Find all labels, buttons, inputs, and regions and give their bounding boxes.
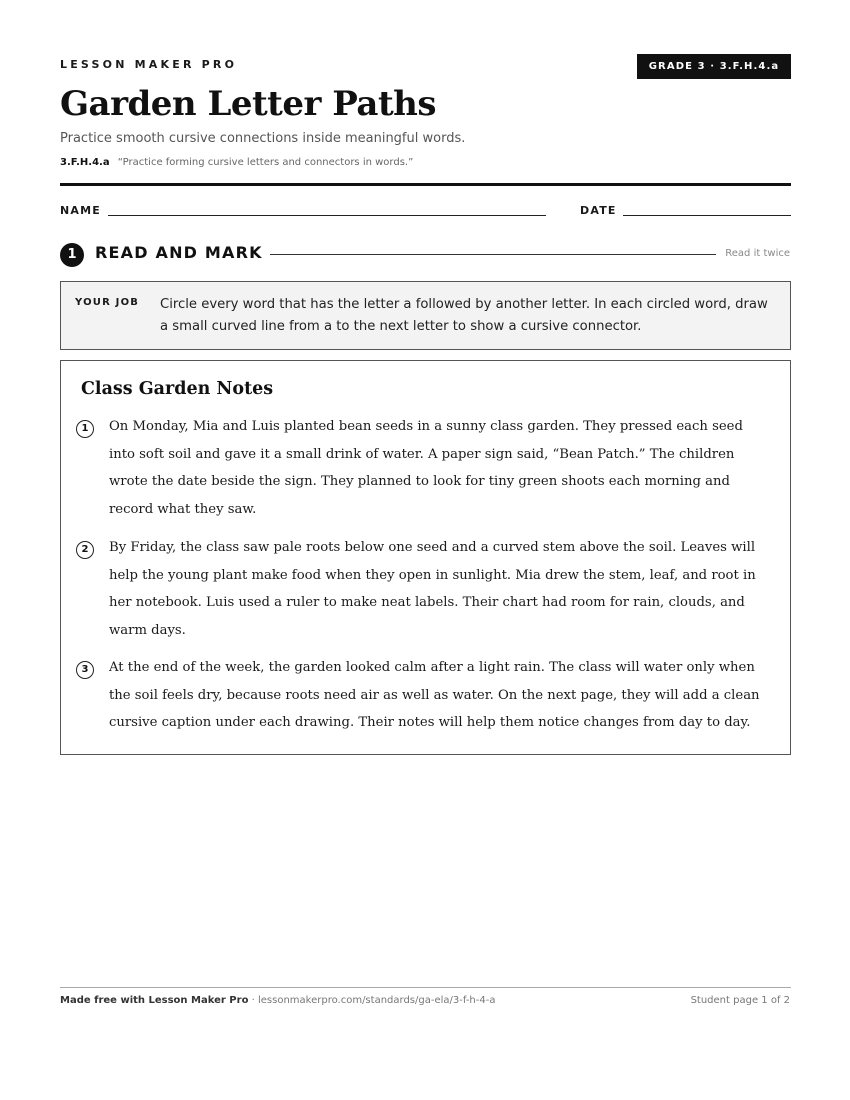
reading-passage	[60, 360, 791, 755]
passage-title: Class Garden Notes	[81, 379, 274, 399]
footer-credit	[60, 995, 495, 1006]
paragraph-number: 3	[76, 661, 94, 679]
date-label: DATE	[580, 204, 617, 217]
brand-name: LESSON MAKER PRO	[60, 58, 238, 71]
page-subtitle: Practice smooth cursive connections inside meaningful words.	[60, 131, 466, 146]
footer-page-number: Student page 1 of 2	[690, 995, 790, 1006]
name-field[interactable]	[108, 215, 546, 216]
page-title: Garden Letter Paths	[60, 84, 437, 124]
standard-reference	[60, 157, 413, 168]
instructions-box	[60, 281, 791, 350]
section-title: READ AND MARK	[95, 243, 263, 262]
instructions-text: Circle every word that has the letter a followed by another letter. In each circled word, draw a small curved line from a to the next letter to show a cursive connector.	[160, 297, 768, 334]
section-number-badge: 1	[60, 243, 84, 267]
paragraph-text[interactable]: At the end of the week, the garden looked calm after a light rain. The class will water only when the soil feels dry, because roots need air as well as water. On the next page, they will add a clean cursive caption under each drawing. Their notes will help them notice changes from day to day.	[109, 660, 760, 730]
grade-badge: GRADE 3 · 3.F.H.4.a	[637, 54, 791, 79]
footer-divider	[60, 987, 791, 988]
paragraph-number: 1	[76, 420, 94, 438]
standard-quote: “Practice forming cursive letters and connectors in words.”	[117, 157, 414, 168]
name-label: NAME	[60, 204, 101, 217]
paragraph-text[interactable]: On Monday, Mia and Luis planted bean seeds in a sunny class garden. They pressed each seed into soft soil and gave it a small drink of water. A paper sign said, “Bean Patch.” The children wrote the date beside the sign. They planned to look for tiny green shoots each morning and record what they saw.	[109, 419, 743, 517]
instructions-label: YOUR JOB	[75, 297, 140, 308]
footer-made-with: Made free with Lesson Maker Pro	[60, 995, 249, 1006]
date-field[interactable]	[623, 215, 791, 216]
paragraph-number: 2	[76, 541, 94, 559]
footer-url[interactable]: · lessonmakerpro.com/standards/ga-ela/3-f-h-4-a	[248, 995, 496, 1006]
paragraph-text[interactable]: By Friday, the class saw pale roots below one seed and a curved stem above the soil. Leaves will help the young plant make food when they open in sunlight. Mia drew the stem, leaf, and root in her notebook. Luis used a ruler to make neat labels. Their chart had room for rain, clouds, and warm days.	[109, 540, 756, 638]
section-divider	[270, 254, 716, 255]
standard-code: 3.F.H.4.a	[60, 157, 110, 168]
header-divider	[60, 183, 791, 186]
section-note: Read it twice	[725, 248, 790, 259]
